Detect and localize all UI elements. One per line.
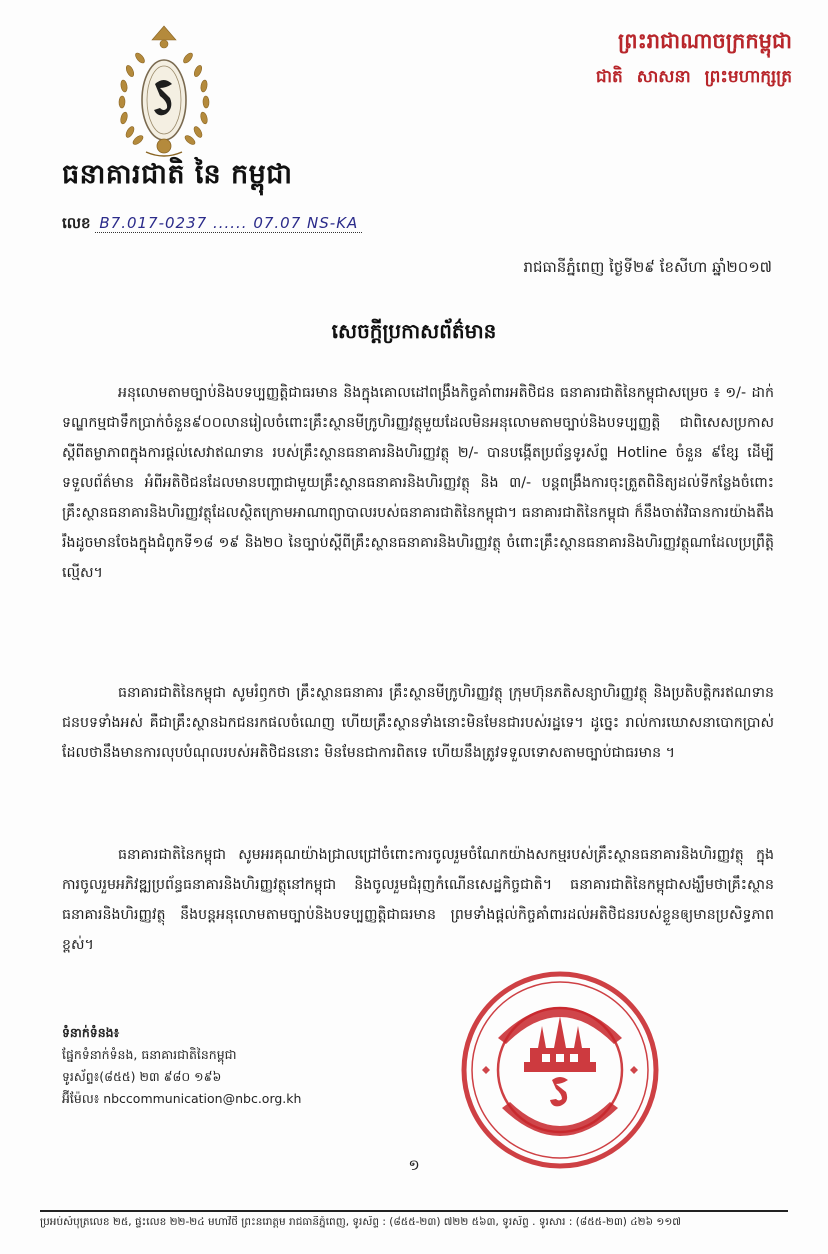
footer-divider [40,1210,788,1212]
bank-name: ធនាគារជាតិ នៃ កម្ពុជា [62,159,293,190]
document-date: រាជធានីភ្នំពេញ ថ្ងៃទី២៩ ខែសីហា ឆ្នាំ២០១៧ [523,258,772,276]
document-title: សេចក្តីប្រកាសព័ត៌មាន [331,319,497,343]
contact-block [62,1022,301,1110]
kingdom-heading: ព្រះរាជាណាចក្រកម្ពុជា [617,29,792,53]
footer-address: ប្រអប់សំបុត្រលេខ ២៥, ផ្ទះលេខ ២២-២៤ មហាវិថី ព្រះនរោត្តម រាជធានីភ្នំពេញ, ទូរស័ព្ទ : (៨៥៥-២៣) ៧២២ ៥៦៣, ទូរស័ព្ទ . ទូរសារ : (៨៥៥-២៣) ៤២៦ ១១៧ [40,1216,681,1228]
national-motto: ជាតិ សាសនា ព្រះមហាក្សត្រ [595,67,792,87]
reference-label: លេខ [62,214,91,232]
official-seal-icon [458,968,662,1172]
contact-department: ផ្នែកទំនាក់ទំនង, ធនាគារជាតិនៃកម្ពុជា [62,1047,237,1062]
contact-phone: ទូរស័ព្ទ៖(៨៥៥) ២៣ ៩៨០ ១៩៦ [62,1069,222,1084]
reference-value: B7.017-0237 ...... 07.07 NS-KA [95,214,362,233]
body-paragraph: អនុលោមតាមច្បាប់និងបទប្បញ្ញត្តិជាធរមាន និងក្នុងគោលដៅពង្រឹងកិច្ចគាំពារអតិថិជន ធនាគារជាតិនៃកម្ពុជាសម្រេច ៖ ១/- ដាក់ទណ្ឌកម្មជាទឹកប្រាក់ចំនួន៩០០លានរៀលចំពោះគ្រឹះស្ថានមីក្រូហិរញ្ញវត្ថុមួយដែលមិនអនុលោមតាមច្បាប់និងបទប្បញ្ញត្តិ ជាពិសេសប្រកាសស្តីពីតម្លាភាពក្នុងការផ្តល់សេវាឥណទាន របស់គ្រឹះស្ថានធនាគារនិងហិរញ្ញវត្ថុ ២/- បានបង្កើតប្រព័ន្ធទូរស័ព្ទ Hotline ចំនួន ៩ខ្សែ ដើម្បីទទួលព័ត៌មាន អំពីអតិថិជនដែលមានបញ្ហាជាមួយគ្រឹះស្ថានធនាគារនិងហិរញ្ញវត្ថុ និង ៣/- បន្តពង្រឹងការចុះត្រួតពិនិត្យដល់ទីកន្លែងចំពោះគ្រឹះស្ថានធនាគារនិងហិរញ្ញវត្ថុដែលស្ថិតក្រោមអាណាព្យាបាលរបស់ធនាគារជាតិនៃកម្ពុជា។ ធនាគារជាតិនៃកម្ពុជា ក៏នឹងចាត់វិធានការយ៉ាងតឹងរឹងដូចមានចែងក្នុងជំពូកទី១៨ ១៩ និង២០ នៃច្បាប់ស្តីពីគ្រឹះស្ថានធនាគារនិងហិរញ្ញវត្ថុ ចំពោះគ្រឹះស្ថានធនាគារនិងហិរញ្ញវត្ថុណាដែលប្រព្រឹត្តិល្មើស។ [62,385,774,581]
contact-email[interactable]: អ៊ីម៉ែល៖ nbccommunication@nbc.org.kh [62,1091,302,1106]
nbc-emblem-icon [108,22,220,162]
contact-heading: ទំនាក់ទំនង៖ [62,1025,120,1040]
body-paragraph: ធនាគារជាតិនៃកម្ពុជា សូមអរគុណយ៉ាងជ្រាលជ្រៅចំពោះការចូលរួមចំណែកយ៉ាងសកម្មរបស់គ្រឹះស្ថានធនាគារនិងហិរញ្ញវត្ថុ ក្នុងការចូលរួមអភិវឌ្ឍប្រព័ន្ធធនាគារនិងហិរញ្ញវត្ថុនៅកម្ពុជា និងចូលរួមជំរុញកំណើនសេដ្ឋកិច្ចជាតិ។ ធនាគារជាតិនៃកម្ពុជាសង្ឃឹមថាគ្រឹះស្ថានធនាគារនិងហិរញ្ញវត្ថុ នឹងបន្តអនុលោមតាមច្បាប់និងបទប្បញ្ញត្តិជាធរមាន ព្រមទាំងផ្តល់កិច្ចគាំពារដល់អតិថិជនរបស់ខ្លួនឲ្យមានប្រសិទ្ធភាពខ្ពស់។ [62,847,774,953]
body-paragraph: ធនាគារជាតិនៃកម្ពុជា សូមរំឭកថា គ្រឹះស្ថានធនាគារ គ្រឹះស្ថានមីក្រូហិរញ្ញវត្ថុ ក្រុមហ៊ុនភតិសន្យាហិរញ្ញវត្ថុ និងប្រតិបត្តិករឥណទានជនបទទាំងអស់ គឺជាគ្រឹះស្ថានឯកជនរកផលចំណេញ ហើយគ្រឹះស្ថានទាំងនោះមិនមែនជារបស់រដ្ឋទេ។ ដូច្នេះ រាល់ការឃោសនាបោកប្រាស់ដែលថានឹងមានការលុបបំណុលរបស់អតិថិជននោះ មិនមែនជាការពិតទេ ហើយនឹងត្រូវទទួលទោសតាមច្បាប់ជាធរមាន ។ [62,685,774,761]
reference-number [62,214,362,236]
page-number: ១ [408,1156,420,1174]
